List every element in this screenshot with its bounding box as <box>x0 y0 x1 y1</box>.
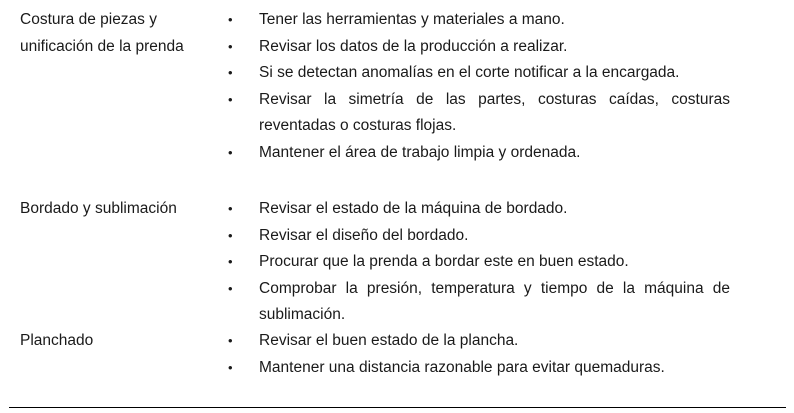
list-item-text: Procurar que la prenda a bordar este en buen estado. <box>259 253 629 270</box>
list-item <box>228 355 730 382</box>
stage-label: Costura de piezas y unificación de la prenda <box>20 11 184 55</box>
list-item <box>228 7 730 34</box>
checklist <box>228 7 730 166</box>
list-item-text: Revisar la simetría de las partes, costuras caídas, costuras reventadas o costuras flojas. <box>259 90 730 134</box>
list-item-text: Revisar los datos de la producción a realizar. <box>259 37 568 55</box>
list-item <box>228 223 730 250</box>
bullet-icon: • <box>228 254 233 269</box>
bullet-icon: • <box>228 201 233 216</box>
bullet-icon: • <box>228 227 233 243</box>
bullet-icon: • <box>228 38 233 54</box>
list-item-text: Revisar el buen estado de la plancha. <box>259 332 519 349</box>
list-item <box>228 196 730 223</box>
stage-label: Planchado <box>20 332 94 349</box>
checklist <box>228 196 730 329</box>
list-item <box>228 60 730 87</box>
bullet-icon: • <box>228 91 233 107</box>
checklist <box>228 328 730 381</box>
bullet-icon: • <box>228 144 233 160</box>
bullet-icon: • <box>228 65 233 80</box>
list-item <box>228 249 730 276</box>
list-item-text: Mantener una distancia razonable para evitar quemaduras. <box>259 358 665 376</box>
procedure-table <box>9 0 786 408</box>
list-item <box>228 276 730 329</box>
list-item-text: Si se detectan anomalías en el corte notificar a la encargada. <box>259 64 680 81</box>
list-item <box>228 87 730 140</box>
list-item-text: Revisar el diseño del bordado. <box>259 226 469 244</box>
list-item-text: Comprobar la presión, temperatura y tiempo de la máquina de sublimación. <box>259 279 730 323</box>
list-item <box>228 328 730 355</box>
stage-label: Bordado y sublimación <box>20 200 177 217</box>
bullet-icon: • <box>228 333 233 348</box>
list-item <box>228 34 730 61</box>
list-item-text: Tener las herramientas y materiales a mano. <box>259 11 565 28</box>
list-item-text: Mantener el área de trabajo limpia y ordenada. <box>259 143 581 161</box>
bullet-icon: • <box>228 12 233 27</box>
bullet-icon: • <box>228 359 233 375</box>
list-item <box>228 140 730 167</box>
list-item-text: Revisar el estado de la máquina de bordado. <box>259 200 568 217</box>
bullet-icon: • <box>228 280 233 296</box>
